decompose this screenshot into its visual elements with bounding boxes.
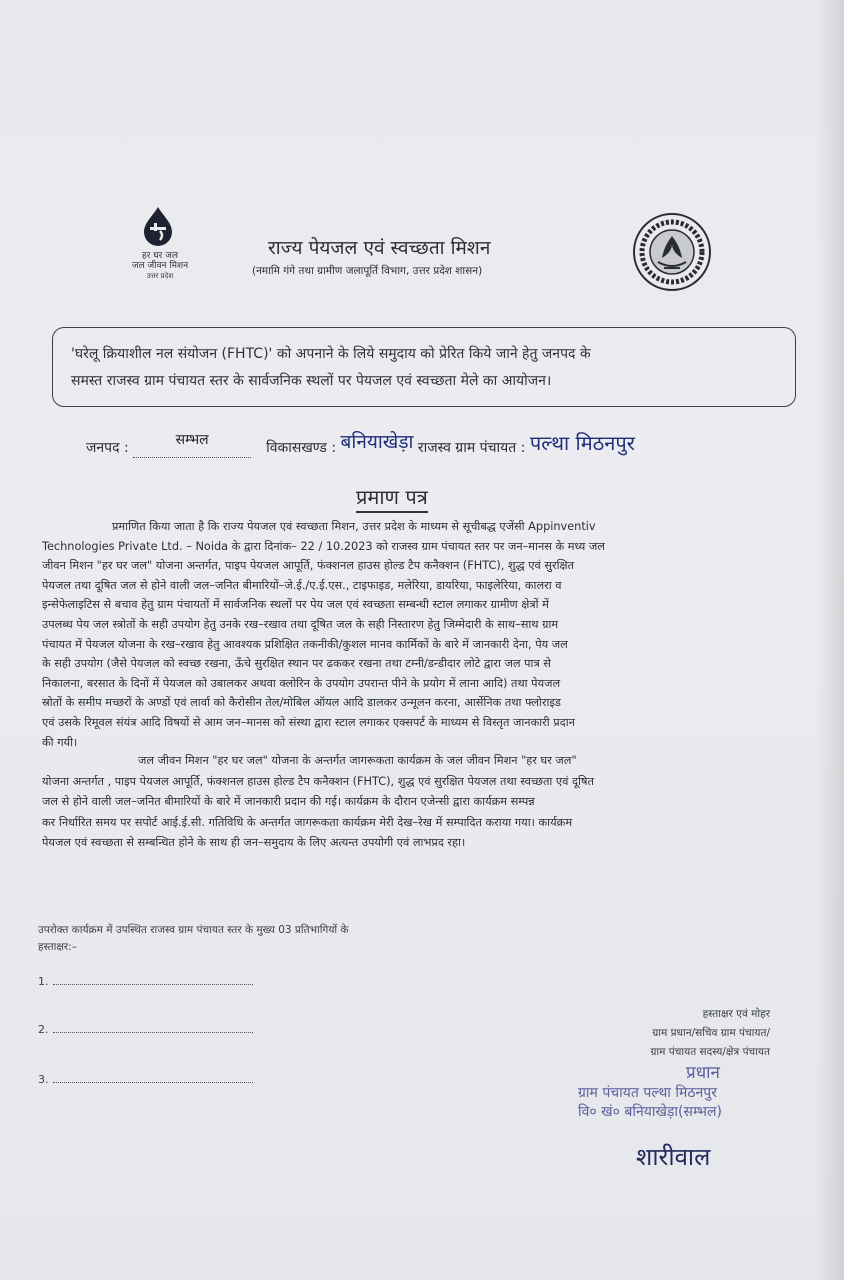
participant-line-2: [38, 1023, 253, 1036]
paragraph-2-line: पेयजल एवं स्वच्छता से सम्बन्धित होने के साथ ही जन–समुदाय के लिए अत्यन्त उपयोगी एवं लाभप्रद रहा।: [42, 836, 466, 849]
event-banner: [52, 327, 796, 407]
official-stamp: [578, 1060, 788, 1121]
logo-caption-line1: हर घर जल: [142, 251, 178, 261]
logo-caption-line2: जल जीवन मिशन: [131, 261, 189, 271]
participant-signature-blank-2: [53, 1032, 253, 1033]
certificate-title: प्रमाण पत्र: [356, 483, 428, 513]
paragraph-1-line: की गयी।: [42, 735, 78, 749]
paragraph-2-line: जल से होने वाली जल–जनित बीमारियों के बारे में जानकारी प्रदान की गई। कार्यक्रम के दौरान एजेन्सी द्वारा कार्यक्रम सम्पन्न: [42, 795, 535, 808]
signatory-line3: ग्राम पंचायत सदस्य/क्षेत्र पंचायत: [650, 1046, 770, 1058]
uttar-pradesh-seal-icon: [632, 212, 712, 292]
paragraph-1-line: एवं उसके रिमूवल संयंत्र आदि विषयों से आम जन–मानस को संस्था द्वारा स्टाल लगाकर एक्सपर्ट के माध्यम से विस्तृत जानकारी प्रदान: [42, 715, 575, 729]
paragraph-1-line: प्रमाणित किया जाता है कि राज्य पेयजल एवं स्वच्छता मिशन, उत्तर प्रदेश के माध्यम से सूचीबद्ध एजेंसी Appinventiv: [112, 520, 596, 533]
stamp-line1: प्रधान: [686, 1063, 720, 1083]
district-field: [133, 432, 251, 458]
signatory-line1: हस्ताक्षर एवं मोहर: [702, 1008, 770, 1020]
participants-label-line2: हस्ताक्षर:–: [38, 941, 77, 953]
paragraph-2-line: योजना अन्तर्गत , पाइप पेयजल आपूर्ति, फंक्शनल हाउस होल्ड टैप कनैक्शन (FHTC), शुद्ध एवं सुरक्षित पेयजल तथा स्वच्छता एवं दूषित: [42, 774, 594, 788]
district-label: जनपद :: [86, 440, 129, 456]
certificate-paragraph-2: [42, 751, 784, 854]
paragraph-1-line: इन्सेफेलाइटिस से बचाव हेतु ग्राम पंचायतों में सार्वजनिक स्थलों पर पेय जल एवं स्वच्छता सम्बन्धी स्टाल लगाकर ग्रामीण क्षेत्रों में: [42, 598, 549, 612]
block-label: विकासखण्ड :: [266, 440, 337, 456]
paragraph-1-line: उपलब्ध पेय जल स्त्रोतों के सही उपयोग हेतु उनके रख–रखाव तथा दूषित जल के सही निस्तारण हेतु जिम्मेदारी के साथ–साथ ग्राम: [42, 617, 559, 631]
participant-line-1: [38, 975, 253, 988]
participants-label: [38, 922, 349, 956]
logo-caption-line3: उत्तर प्रदेश: [146, 272, 174, 280]
paragraph-2-line: कर निर्धारित समय पर सपोर्ट आई.ई.सी. गतिविधि के अन्तर्गत जागरूकता कार्यक्रम मेरी देख–रेख में सम्पादित कराया गया। कार्यक्रम: [42, 815, 573, 829]
participant-line-3: [38, 1073, 253, 1086]
jal-jeevan-mission-logo-icon: [132, 205, 184, 249]
certificate-paragraph-1: [42, 517, 784, 752]
mission-subtitle: (नमामि गंगे तथा ग्रामीण जलापूर्ति विभाग, उत्तर प्रदेश शासन): [252, 265, 483, 277]
paragraph-1-line: जीवन मिशन "हर घर जल" योजना अन्तर्गत, पाइप पेयजल आपूर्ति, फंक्शनल हाउस होल्ड टैप कनैक्शन (FHTC), शुद्ध एवं सुरक्षित: [42, 559, 575, 573]
handwritten-signature: शारीवाल: [636, 1143, 711, 1171]
signatory-line2: ग्राम प्रधान/सचिव ग्राम पंचायत/: [652, 1027, 770, 1039]
panchayat-label: राजस्व ग्राम पंचायत :: [417, 440, 526, 456]
stamp-line2: ग्राम पंचायत पल्था मिठनपुर: [578, 1085, 717, 1101]
logo-caption: [120, 251, 200, 281]
signatory-block: [590, 1005, 770, 1062]
banner-line1: 'घरेलू क्रियाशील नल संयोजन (FHTC)' को अपनाने के लिये समुदाय को प्रेरित किये जाने हेतु जनपद के: [71, 346, 591, 362]
paragraph-1-line: के सही उपयोग (जैसे पेयजल को स्वच्छ रखना, ऊँचे सुरक्षित स्थान पर ढककर रखना तथा टम्नी/डन्डीदार लोटे द्वारा जल पात्र से: [42, 657, 551, 671]
participant-signature-blank-1: [53, 984, 253, 985]
mission-title: राज्य पेयजल एवं स्वच्छता मिशन: [268, 237, 491, 259]
paragraph-1-line: पेयजल तथा दूषित जल से होने वाली जल–जनित बीमारियों–जे.ई./ए.ई.एस., टाइफाइड, मलेरिया, डायरिया, फाइलेरिया, कालरा व: [42, 578, 562, 592]
paragraph-1-line: Technologies Private Ltd. – Noida के द्वारा दिनांक– 22 / 10.2023 को राजस्व ग्राम पंचायत स्तर पर जन–मानस के मध्य जल: [42, 539, 605, 553]
participant-number-1: 1.: [38, 975, 49, 988]
panchayat-value: पल्था मिठनपुर: [529, 431, 635, 455]
paragraph-2-line: जल जीवन मिशन "हर घर जल" योजना के अन्तर्गत जागरूकता कार्यक्रम के जल जीवन मिशन "हर घर जल": [138, 754, 577, 767]
page-edge-shadow: [816, 0, 844, 1280]
district-value: सम्भल: [175, 432, 209, 448]
participant-number-3: 3.: [38, 1073, 49, 1086]
paragraph-1-line: पंचायत में पेयजल योजना के रख–रखाव हेतु आवश्यक प्रशिक्षित तकनीकी/कुशल मानव कार्मिकों के बारे में जानकारी देना, पेय जल: [42, 637, 568, 651]
paragraph-1-line: स्रोतों के समीप मच्छरों के अण्डों एवं लार्वा को कैरोसीन तेल/मोबिल ऑयल आदि डालकर उन्मूलन करना, आर्सेनिक तथा फ्लोराइड: [42, 696, 561, 710]
participants-label-line1: उपरोक्त कार्यक्रम में उपस्थित राजस्व ग्राम पंचायत स्तर के मुख्य 03 प्रतिभागियों के: [38, 924, 349, 936]
stamp-line3: वि० खं० बनियाखेड़ा(सम्भल): [578, 1104, 722, 1120]
participant-signature-blank-3: [53, 1082, 253, 1083]
participant-number-2: 2.: [38, 1023, 49, 1036]
block-value: बनियाखेड़ा: [340, 431, 414, 453]
location-fields: [86, 431, 635, 458]
paragraph-1-line: निकालना, बरसात के दिनों में पेयजल को उबालकर अथवा क्लोरिन के उपयोग उपरान्त पीने के प्रयोग में लाना आदि) तथा पेयजल: [42, 676, 561, 690]
banner-line2: समस्त राजस्व ग्राम पंचायत स्तर के सार्वजनिक स्थलों पर पेयजल एवं स्वच्छता मेले का आयोजन।: [71, 373, 552, 389]
